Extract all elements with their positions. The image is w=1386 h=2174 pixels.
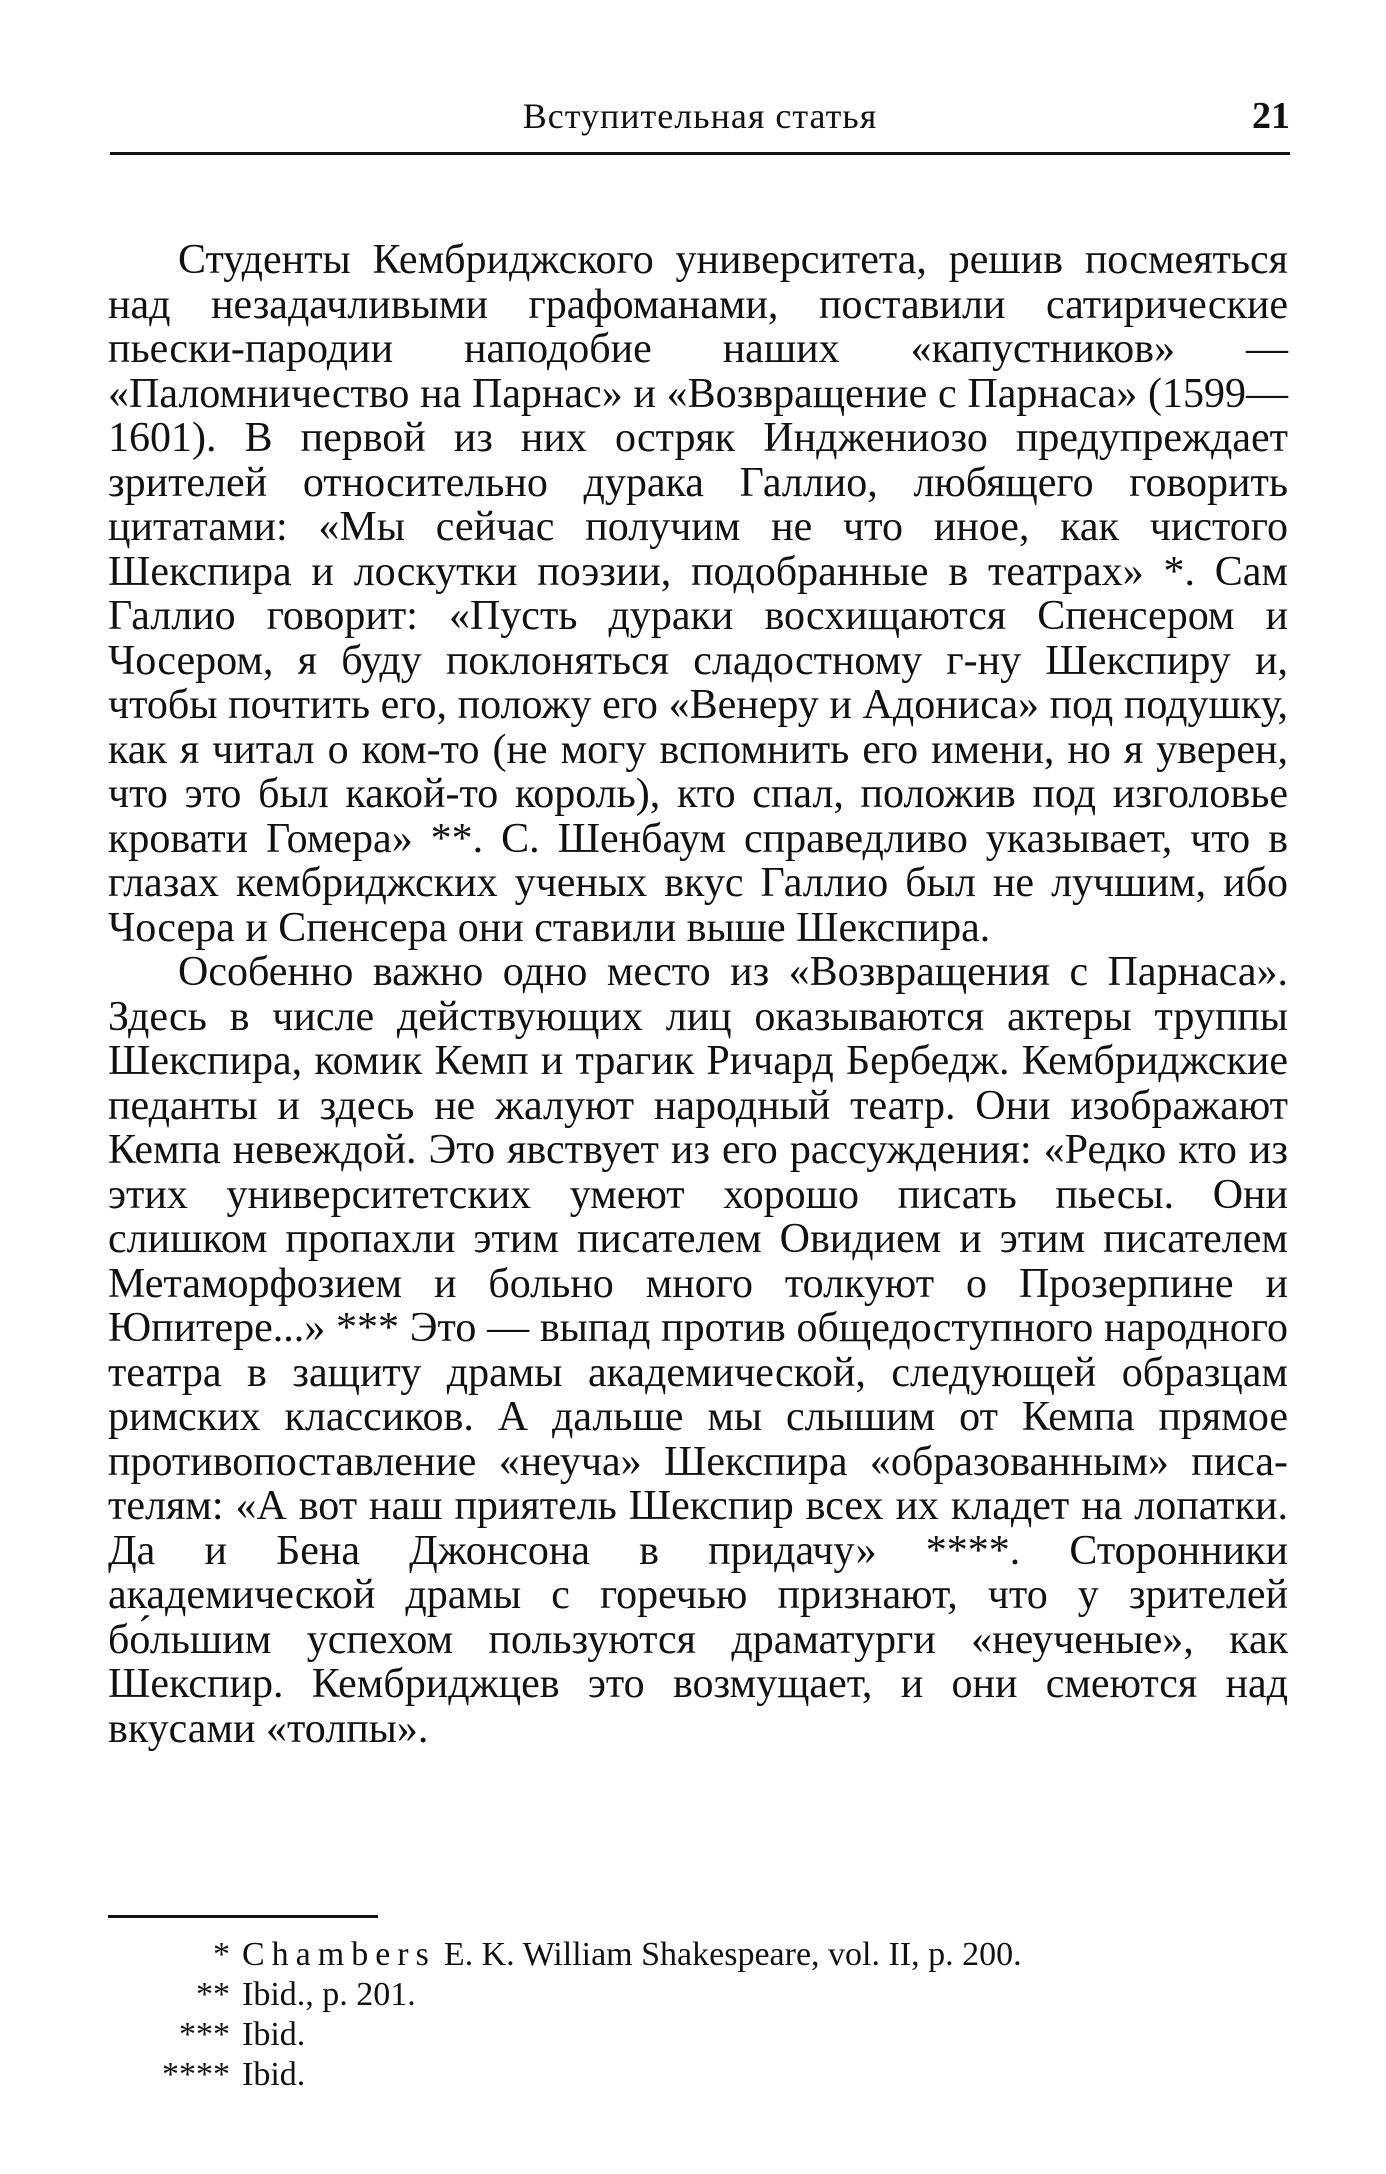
footnote-text: Ibid. [242, 2056, 306, 2093]
footnote-text: Ibid. [242, 2016, 306, 2053]
footnote-mark: * [213, 1936, 230, 1973]
footnote-author: Chambers [242, 1936, 436, 1973]
paragraph: Студенты Кембриджского университета, решив посмеяться над незадачливыми графоманами, поставили сатирические пьески-пародии наподобие наших «капустников» — «Паломничество на Парнас» и «Возвращение с Парнаса» (1599—1601). В первой из них остряк Инджениозо предупреждает зрителей относительно дурака Галлио, любящего говорить цитатами: «Мы сейчас получим не что иное, как чистого Шекспира и лоскутки поэзии, подобранные в театрах» *. Сам Галлио говорит: «Пусть дураки восхищаются Спенсером и Чосером, я буду поклоняться сладостному г-ну Шекспиру и, чтобы почтить его, положу его «Венеру и Адониса» под подушку, как я читал о ком-то (не могу вспомнить его имени, но я уверен, что это был какой-то король), кто спал, положив под изголовье кровати Гомера» **. С. Шенбаум справедливо указывает, что в глазах кембриджских ученых вкус Галлио был не лучшим, ибо Чосера и Спенсера они ставили выше Шекспира. [108, 237, 1288, 951]
footnote [150, 1975, 1250, 2015]
footnote-mark: *** [179, 2016, 230, 2053]
footnote-mark: **** [162, 2056, 230, 2093]
footnote-mark: ** [196, 1976, 230, 2013]
running-head [110, 90, 1290, 150]
footnote [150, 2015, 1250, 2055]
body-text [108, 238, 1288, 1751]
footnote [150, 2055, 1250, 2095]
page-number: 21 [1252, 95, 1290, 137]
paragraph: Особенно важно одно место из «Возвращения с Парнаса». Здесь в числе действующих лиц оказываются актеры труппы Шекспира, комик Кемп и трагик Ричард Бербедж. Кембриджские педанты и здесь не жалуют народный театр. Они изображают Кемпа невеждой. Это явствует из его рассуждения: «Редко кто из этих университетских умеют хорошо писать пьесы. Они слишком пропахли этим писателем Овидием и этим писателем Метаморфозием и больно много толкуют о Прозерпине и Юпитере...» *** Это — выпад против общедоступного народного театра в защиту драмы академической, следующей образцам римских классиков. А дальше мы слышим от Кемпа прямое противопоставление «неуча» Шекспира «образованным» писателям: «А вот наш приятель Шекспир всех их кладет на лопатки. Да и Бена Джонсона в придачу» ****. Сторонники академической драмы с горечью признают, что у зрителей бо́льшим успехом пользуются драматурги «неученые», как Шекспир. Кембриджцев это возмущает, и они смеются над вкусами «толпы». [108, 949, 1288, 1752]
footnote-rule [108, 1915, 378, 1918]
footnote-text: E. K. William Shakespeare, vol. II, p. 200. [443, 1936, 1022, 1973]
footnote-text: Ibid., p. 201. [242, 1976, 416, 2013]
footnote [150, 1935, 1250, 1975]
footnotes [150, 1935, 1250, 2095]
header-rule [110, 152, 1290, 155]
running-title: Вступительная статья [522, 96, 878, 136]
